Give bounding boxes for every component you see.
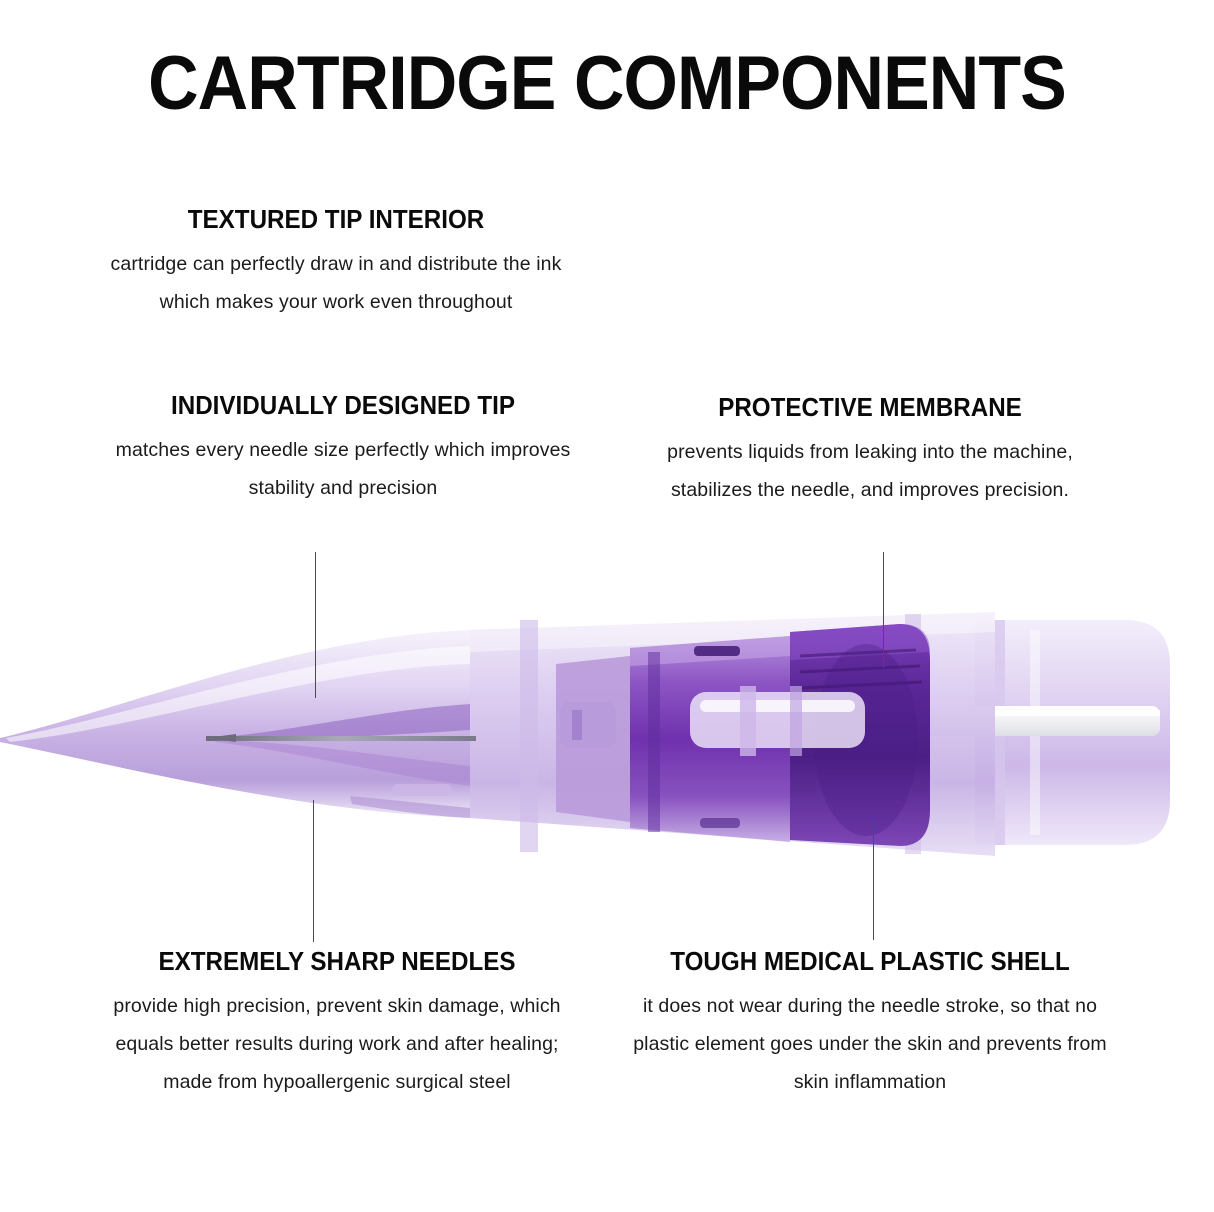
callout-individually-designed-tip (108, 390, 578, 507)
callout-tough-medical-plastic-shell (630, 946, 1110, 1101)
callout-heading-shell: TOUGH MEDICAL PLASTIC SHELL (670, 946, 1070, 976)
cartridge-illustration (0, 560, 1214, 940)
callout-body-membrane: prevents liquids from leaking into the machine, stabilizes the needle, and improves precision. (667, 441, 1073, 502)
cartridge-svg (0, 560, 1214, 940)
leader-line-designed-tip (315, 552, 316, 698)
callout-heading-needles: EXTREMELY SHARP NEEDLES (158, 946, 516, 976)
callout-body-shell: it does not wear during the needle stroke, so that no plastic element goes under the skin and prevents from skin inflammation (633, 995, 1107, 1094)
callout-body-designed-tip: matches every needle size perfectly which improves stability and precision (115, 439, 571, 500)
callout-extremely-sharp-needles (92, 946, 582, 1101)
protective-membrane (690, 686, 865, 756)
cartridge-tip-cone (0, 630, 470, 818)
callout-body-textured-tip: cartridge can perfectly draw in and distribute the ink which makes your work even throughout (110, 253, 562, 314)
leader-line-membrane (883, 552, 884, 668)
shell-side-tabs (560, 702, 616, 748)
leader-line-shell (873, 818, 874, 940)
callout-protective-membrane (640, 392, 1100, 509)
callout-heading-designed-tip: INDIVIDUALLY DESIGNED TIP (171, 390, 515, 420)
callout-heading-membrane: PROTECTIVE MEMBRANE (718, 392, 1022, 422)
page-title: CARTRIDGE COMPONENTS (148, 41, 1066, 126)
callout-heading-textured-tip: TEXTURED TIP INTERIOR (187, 204, 485, 234)
callout-textured-tip-interior (92, 204, 580, 321)
leader-line-needles (313, 800, 314, 942)
callout-body-needles: provide high precision, prevent skin damage, which equals better results during work and after healing; made from hypoallergenic surgical steel (113, 995, 561, 1094)
